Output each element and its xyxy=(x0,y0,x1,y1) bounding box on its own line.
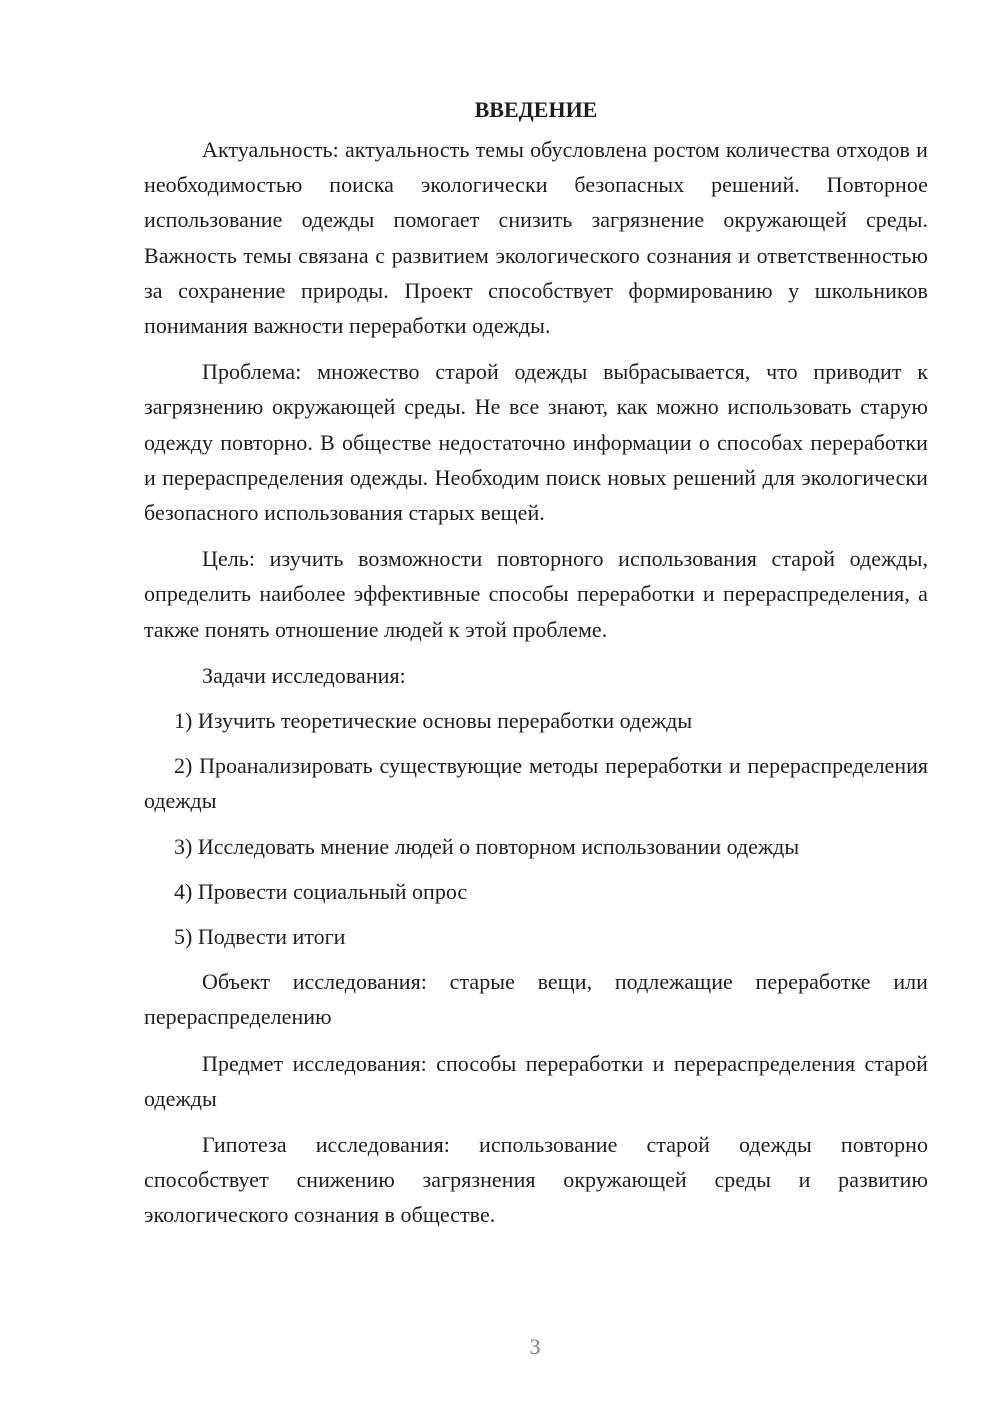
list-item: 3) Исследовать мнение людей о повторном использовании одежды xyxy=(174,833,800,859)
list-item: 4) Провести социальный опрос xyxy=(174,878,468,904)
tasks-heading: Задачи исследования: xyxy=(202,662,406,688)
paragraph-relevance: Актуальность: актуальность темы обусловлена ростом количества отходов и необходимостью поиска экологически безопасных решений. Повторное использование одежды помогает снизить загрязнение окружающей среды. Важность темы связана с развитием экологического сознания и ответственностью за сохранение природы. Проект способствует формированию у школьников понимания важности переработки одежды. xyxy=(144,137,928,339)
page-title: ВВЕДЕНИЕ xyxy=(474,97,598,122)
tasks-list xyxy=(144,703,928,954)
paragraph-hypothesis: Гипотеза исследования: использование старой одежды повторно способствует снижению загрязнения окружающей среды и развитию экологического сознания в обществе. xyxy=(144,1132,928,1228)
paragraph-subject: Предмет исследования: способы переработки и перераспределения старой одежды xyxy=(144,1050,928,1111)
document-page xyxy=(144,92,928,1244)
list-item: 5) Подвести итоги xyxy=(174,924,346,950)
page-number: 3 xyxy=(529,1334,541,1359)
list-item: 1) Изучить теоретические основы переработки одежды xyxy=(174,708,693,734)
paragraph-object: Объект исследования: старые вещи, подлежащие переработке или перераспределению xyxy=(144,969,928,1030)
list-item: 2) Проанализировать существующие методы переработки и перераспределения одежды xyxy=(144,753,928,814)
paragraph-problem: Проблема: множество старой одежды выбрасывается, что приводит к загрязнению окружающей среды. Не все знают, как можно использовать старую одежду повторно. В обществе недостаточно информации о способах переработки и перераспределения одежды. Необходим поиск новых решений для экологически безопасного использования старых вещей. xyxy=(144,359,928,526)
paragraph-goal: Цель: изучить возможности повторного использования старой одежды, определить наиболее эффективные способы переработки и перераспределения, а также понять отношение людей к этой проблеме. xyxy=(144,546,928,642)
